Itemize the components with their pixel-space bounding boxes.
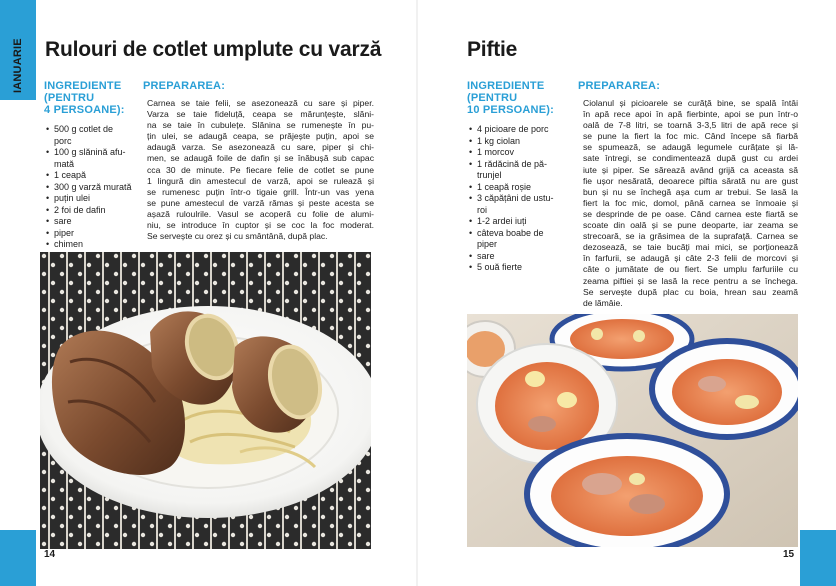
ingredient-text: mată xyxy=(54,158,75,169)
preparation-line: țin ulei, se adaugă ceapa, se prăjește puțin, apoi se xyxy=(147,131,374,142)
ingredient-item xyxy=(469,124,567,136)
heading-line: 4 PERSOANE): xyxy=(44,104,125,116)
heading-line: 10 PERSOANE): xyxy=(467,104,554,116)
ingredient-text: • 2 foi de dafin xyxy=(54,204,106,215)
ingredient-item xyxy=(46,147,138,170)
preparation-line: dezosează, se taie bucăți mai mici, se porționează xyxy=(583,242,798,253)
preparation-line: Se servește cu orez și cu smântână, după plac. xyxy=(147,231,328,242)
left-page-title: Rulouri de cotlet umplute cu varză xyxy=(45,38,382,61)
preparation-line: niu, se introduce în cuptor și se coc la foc moderat. xyxy=(147,220,374,231)
ingredient-item xyxy=(46,228,138,240)
heading-line: INGREDIENTE xyxy=(44,80,122,92)
preparation-line: fiert la foc mic, domol, până carnea se înmoaie și xyxy=(583,197,798,208)
preparation-line: na se taie în cubulețe. Slănina se rumenește în pu- xyxy=(147,120,374,131)
preparation-line: așază ruloulrile. Vasul se acoperă cu folie de alumi- xyxy=(147,208,374,219)
ingredient-item xyxy=(469,216,567,228)
ingredient-text: • puțin ulei xyxy=(54,193,91,203)
ingredient-item xyxy=(46,193,138,205)
ingredient-text: • 1 kg ciolan xyxy=(477,135,521,146)
left-page-number: 14 xyxy=(44,549,56,560)
preparation-line: în farfurii, se adaugă și câte 2-3 felii de morcovi și xyxy=(583,253,798,264)
ingredient-text: • 1 ceapă xyxy=(54,170,87,180)
preparation-line: se desprinde de pe oase. Când carnea este fiartă se xyxy=(583,208,798,219)
ingredient-item xyxy=(46,216,138,228)
right-page-title: Piftie xyxy=(467,38,518,61)
heading-line: (PENTRU xyxy=(467,92,518,104)
cabbage-rolls-photo xyxy=(40,252,371,549)
ingredient-item xyxy=(469,228,567,251)
ingredient-text: • 300 g varză murată xyxy=(54,181,132,192)
preparation-line: Se servește după plac cu boia, hrean sau zeamă xyxy=(583,286,798,297)
preparation-line: men, se adaugă foile de dafin și se înăbușă sub capac xyxy=(147,153,374,164)
ingredient-item xyxy=(469,136,567,148)
ingredient-item xyxy=(469,251,567,263)
right-preparation-heading: PREPARAREA: xyxy=(578,80,661,92)
preparation-line: se rumenesc puțin într-o tigaie grill. Într-un vas yena xyxy=(147,186,374,197)
preparation-line: se pune la fiert la foc mic. Când începe să fiarbă xyxy=(583,131,798,142)
ingredient-item xyxy=(469,159,567,182)
ingredient-text: • chimen xyxy=(54,239,84,249)
ingredient-item xyxy=(469,182,567,194)
preparation-line: bun și nu se închegă așa cum ar trebui. Se lasă la xyxy=(583,186,798,197)
month-tab-label: IANUARIE xyxy=(12,38,24,93)
preparation-line: Carnea se taie felii, se asezonează cu sare și piper. xyxy=(147,98,374,108)
ingredient-text: • 4 picioare de porc xyxy=(477,124,549,134)
ingredient-text: • câteva boabe de xyxy=(477,227,544,238)
ingredient-text: • 1 morcov xyxy=(477,147,515,157)
ingredient-text: piper xyxy=(477,239,498,249)
ingredient-item xyxy=(469,147,567,159)
ingredient-item xyxy=(469,193,567,216)
page-gutter xyxy=(416,0,418,586)
preparation-line: fie ușor nesărată, deoarece piftia sărată nu are gust xyxy=(583,175,798,186)
ingredient-item xyxy=(46,182,138,194)
ingredient-text: • 5 ouă fierte xyxy=(477,262,523,272)
ingredient-text: • 1 rădăcină de pă- xyxy=(477,158,548,169)
ingredient-text: • 1-2 ardei iuți xyxy=(477,216,527,226)
ingredient-item xyxy=(469,262,567,274)
right-page-number: 15 xyxy=(783,549,795,560)
ingredient-text: • 100 g slănină afu- xyxy=(54,147,126,157)
heading-line: INGREDIENTE xyxy=(467,80,545,92)
ingredient-text: • piper xyxy=(54,227,75,238)
left-ingredients-list xyxy=(46,124,138,251)
preparation-line: strecoară, se ia grăsimea de la suprafață. Carnea se xyxy=(583,231,798,242)
ingredient-text: trunjel xyxy=(477,170,502,180)
preparation-line: 1 lingură din amestecul de varză, apoi se rulează și xyxy=(147,175,374,186)
preparation-line: de lămâie. xyxy=(583,297,623,308)
ingredient-text: • 500 g cotlet de xyxy=(54,124,114,134)
heading-line: (PENTRU xyxy=(44,92,95,104)
right-ingredients-list xyxy=(469,124,567,274)
ingredient-item xyxy=(46,205,138,217)
left-corner-tab xyxy=(0,530,36,586)
preparation-line: zeama piftiei și se lasă la rece pentru a se închega. xyxy=(583,275,798,286)
left-preparation-heading: PREPARAREA: xyxy=(143,80,226,92)
right-corner-tab xyxy=(800,530,836,586)
preparation-line: cca 30 de minute. Pe fiecare felie de cotlet se pune xyxy=(147,164,374,175)
preparation-line: oală de 7-8 litri, se toarnă 3-3,5 litri de apă rece și xyxy=(583,120,798,131)
ingredient-item xyxy=(46,124,138,147)
preparation-line: sate întregi, se condimentează după gust cu ardei xyxy=(583,153,798,164)
ingredient-item xyxy=(46,170,138,182)
ingredient-text: • 3 căpățâni de ustu- xyxy=(477,193,554,203)
right-ingredients-heading xyxy=(467,80,554,116)
ingredient-text: • sare xyxy=(477,250,495,261)
ingredient-text: • 1 ceapă roșie xyxy=(477,181,532,192)
preparation-line: Varza se taie fideluță, ceapa se mărunțește, slăni- xyxy=(147,109,374,120)
preparation-line: iute și piper. Se sărează având grijă ca aceasta să xyxy=(583,164,798,175)
preparation-line: în apă rece apoi în apă fierbinte, apoi se pun într-o xyxy=(583,109,798,120)
preparation-line: scoate din oală și se pune deoparte, iar zeama se xyxy=(583,220,798,231)
ingredient-text: • sare xyxy=(54,216,72,226)
preparation-line: adaugă varza. Se asezonează cu sare, piper și chi- xyxy=(147,142,374,153)
ingredient-text: roi xyxy=(477,204,488,215)
aspic-photo xyxy=(467,314,798,547)
ingredient-item xyxy=(46,239,138,251)
preparation-line: Ciolanul și picioarele se curăță bine, se spală întâi xyxy=(583,98,798,108)
preparation-line: se spumează, se adaugă legumele curățate și lă- xyxy=(583,142,798,153)
ingredient-text: porc xyxy=(54,135,72,146)
month-tab-label-wrap xyxy=(12,33,28,93)
left-preparation-text xyxy=(147,98,374,242)
preparation-line: se pune amestecul de varză rămas și peste acesta se xyxy=(147,197,374,208)
left-ingredients-heading xyxy=(44,80,125,116)
right-preparation-text xyxy=(583,98,798,309)
preparation-line: câte o jumătate de ou fiert. Se umplu farfuriile cu xyxy=(583,264,798,275)
